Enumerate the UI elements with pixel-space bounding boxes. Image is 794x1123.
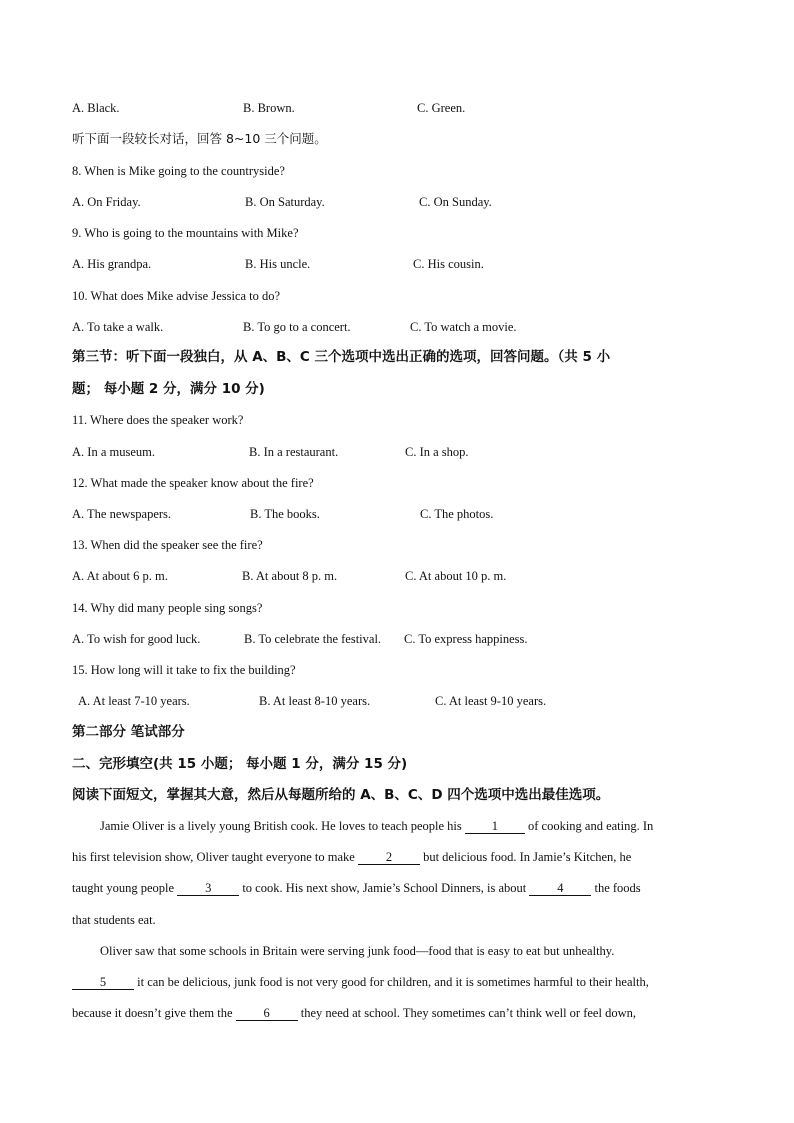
- passage-line: [72, 974, 649, 990]
- q7-option-a: A. Black.: [72, 101, 120, 115]
- blank-6: 6: [236, 1006, 298, 1021]
- q8-question: 8. When is Mike going to the countryside?: [72, 164, 285, 178]
- q8-option-a: A. On Friday.: [72, 195, 141, 209]
- part2-title: 第二部分 笔试部分: [72, 724, 185, 740]
- q15-option-a: A. At least 7-10 years.: [78, 694, 190, 708]
- q11-question: 11. Where does the speaker work?: [72, 413, 244, 427]
- q10-option-c: C. To watch a movie.: [410, 320, 517, 334]
- q15-question: 15. How long will it take to fix the building?: [72, 663, 296, 677]
- section3-heading-line2: 题； 每小题 2 分，满分 10 分): [72, 381, 265, 397]
- q8-option-b: B. On Saturday.: [245, 195, 325, 209]
- q12-option-a: A. The newspapers.: [72, 507, 172, 521]
- blank-2: 2: [358, 850, 420, 865]
- q11-option-c: C. In a shop.: [405, 445, 469, 459]
- q14-option-b: B. To celebrate the festival.: [244, 632, 382, 646]
- q8-option-c: C. On Sunday.: [419, 195, 492, 209]
- passage-line: [72, 849, 631, 865]
- passage-text: they need at school. They sometimes can’t think well or feel down,: [300, 1006, 636, 1020]
- q13-option-c: C. At about 10 p. m.: [405, 569, 507, 583]
- q15-option-c: C. At least 9-10 years.: [435, 694, 547, 708]
- q10-option-a: A. To take a walk.: [72, 320, 164, 334]
- q9-option-a: A. His grandpa.: [72, 257, 152, 271]
- passage-line: [72, 912, 156, 928]
- cloze-title: 二、完形填空(共 15 小题； 每小题 1 分，满分 15 分): [72, 756, 408, 772]
- q10-question: 10. What does Mike advise Jessica to do?: [72, 289, 281, 303]
- q9-option-c: C. His cousin.: [413, 257, 484, 271]
- passage-text: it can be delicious, junk food is not very good for children, and it is sometimes harmful to their health,: [137, 975, 649, 989]
- q9-option-b: B. His uncle.: [245, 257, 311, 271]
- blank-4: 4: [529, 881, 591, 896]
- passage-text: that students eat.: [72, 913, 156, 927]
- q14-option-c: C. To express happiness.: [404, 632, 528, 646]
- passage-line: [100, 818, 653, 834]
- cloze-instruction: 阅读下面短文，掌握其大意，然后从每题所给的 A、B、C、D 四个选项中选出最佳选项。: [72, 787, 610, 803]
- section3-heading-line1: 第三节：听下面一段独白，从 A、B、C 三个选项中选出正确的选项，回答问题。（共 5 小: [72, 349, 611, 365]
- blank-3: 3: [177, 881, 239, 896]
- passage-text: Jamie Oliver is a lively young British cook. He loves to teach people his: [100, 819, 462, 833]
- q12-option-b: B. The books.: [250, 507, 320, 521]
- q14-question: 14. Why did many people sing songs?: [72, 601, 263, 615]
- q13-question: 13. When did the speaker see the fire?: [72, 538, 263, 552]
- passage-line: [72, 880, 641, 896]
- q12-option-c: C. The photos.: [420, 507, 494, 521]
- q7-option-c: C. Green.: [417, 101, 466, 115]
- q10-option-b: B. To go to a concert.: [243, 320, 351, 334]
- passage-text: Oliver saw that some schools in Britain were serving junk food—food that is easy to eat but unhealthy.: [100, 944, 615, 958]
- passage-text: his first television show, Oliver taught everyone to make: [72, 850, 355, 864]
- q12-question: 12. What made the speaker know about the fire?: [72, 476, 314, 490]
- passage-text: to cook. His next show, Jamie’s School Dinners, is about: [242, 881, 527, 895]
- blank-5: 5: [72, 975, 134, 990]
- passage-line: [72, 1005, 636, 1021]
- q15-option-b: B. At least 8-10 years.: [259, 694, 371, 708]
- q9-question: 9. Who is going to the mountains with Mike?: [72, 226, 299, 240]
- q7-option-b: B. Brown.: [243, 101, 295, 115]
- long-dialog-instruction: 听下面一段较长对话，回答 8~10 三个问题。: [72, 131, 327, 146]
- passage-text: but delicious food. In Jamie’s Kitchen, he: [423, 850, 632, 864]
- passage-text: taught young people: [72, 881, 175, 895]
- passage-text: because it doesn’t give them the: [72, 1006, 233, 1020]
- q14-option-a: A. To wish for good luck.: [72, 632, 201, 646]
- q13-option-a: A. At about 6 p. m.: [72, 569, 168, 583]
- passage-text: the foods: [594, 881, 641, 895]
- passage-line: [100, 943, 614, 959]
- blank-1: 1: [465, 819, 525, 834]
- q11-option-b: B. In a restaurant.: [249, 445, 339, 459]
- passage-text: of cooking and eating. In: [527, 819, 654, 833]
- q13-option-b: B. At about 8 p. m.: [242, 569, 338, 583]
- q11-option-a: A. In a museum.: [72, 445, 155, 459]
